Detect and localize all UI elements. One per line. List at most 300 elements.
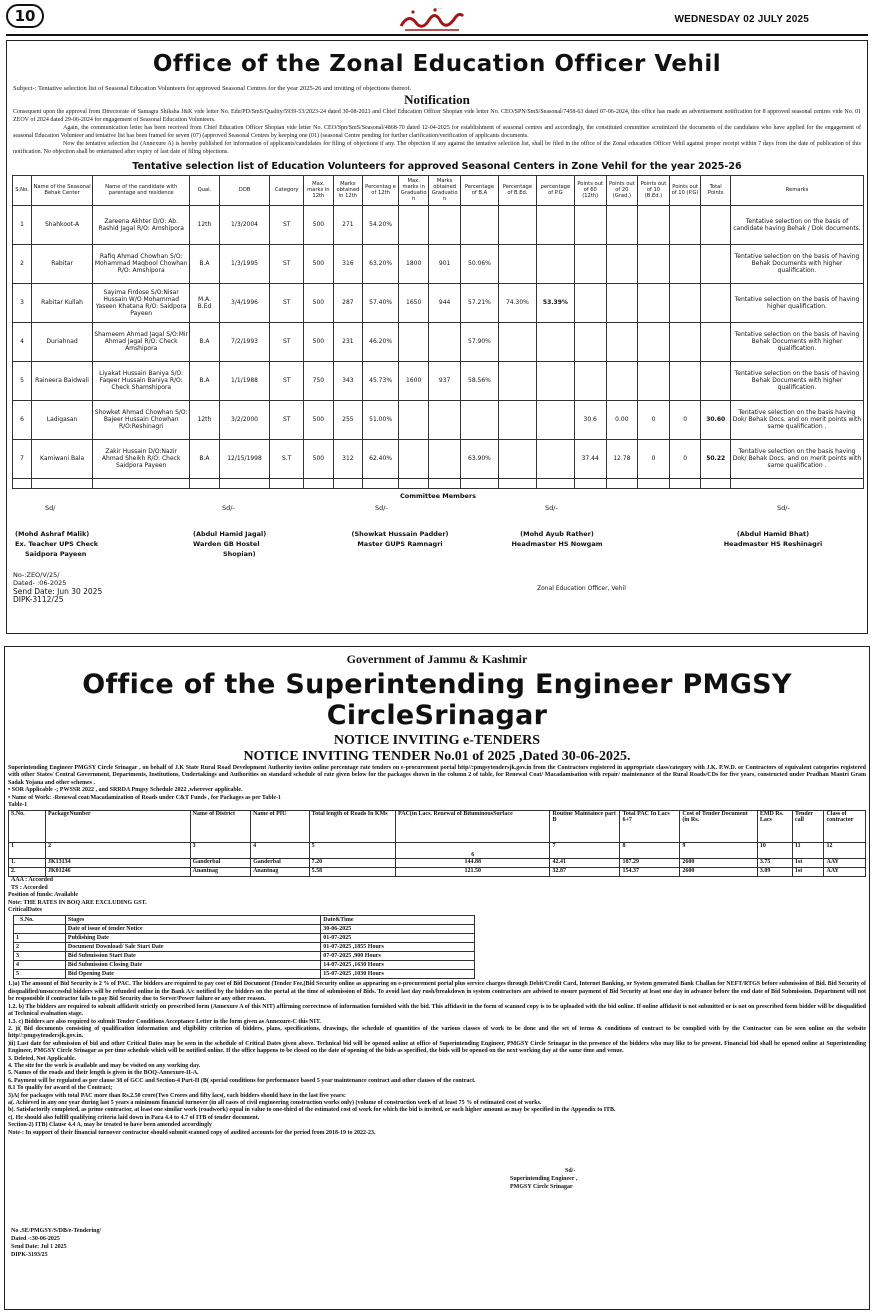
signature-sd: Sd/- (545, 503, 558, 512)
dipk-number: DIPK-3193/25 (11, 1252, 48, 1258)
table-cell: 500 (304, 244, 334, 283)
table-cell (399, 400, 429, 439)
table-cell (536, 478, 574, 488)
table-cell: 32.87 (550, 868, 620, 877)
table-cell: 231 (333, 322, 363, 361)
table-cell: B.A (190, 361, 220, 400)
table-cell (333, 478, 363, 488)
table-cell (638, 283, 670, 322)
remarks-cell: Tentative selection on the basis having Dok/ Behak Docs. and on merit points with same qualification . (730, 439, 863, 478)
table-cell (498, 322, 536, 361)
member-post: Headmaster HS Reshinagri (723, 539, 823, 548)
clause-item: 5. Names of the roads and their length is given in the BOQ-Annexure-II-A. (8, 1070, 199, 1077)
send-date: Send Date: Jun 30 2025 (13, 586, 103, 596)
remarks-cell: Tentative selection on the basis of having Behak Documents with higher qualification. (730, 244, 863, 283)
clause-item: 8.1 To qualify for award of the Contract; (8, 1085, 113, 1092)
table-cell: 6 (13, 400, 32, 439)
table-cell: 42.41 (550, 859, 620, 868)
table-cell: 57.21% (460, 283, 498, 322)
pmgsy-tender-notice (4, 646, 870, 1310)
column-header: Category (270, 175, 304, 205)
table-cell: 01-07-2025 ,1855 Hours (321, 943, 475, 952)
table-cell (574, 322, 606, 361)
member-post: Warden GB Hostel (193, 539, 260, 548)
column-header: EMD Rs. Lacs (757, 811, 792, 843)
signature-sd: Sd/- (565, 1168, 576, 1174)
member-name: (Abdul Hamid Bhat) (736, 529, 810, 538)
table-row (13, 244, 864, 283)
column-header: Tender call (792, 811, 824, 843)
table-cell: 1. (9, 859, 46, 868)
signatory-title: Superintending Engineer , (510, 1176, 578, 1182)
table-cell: 1st (792, 859, 824, 868)
table-cell: 343 (333, 361, 363, 400)
table-cell (638, 478, 670, 488)
table-cell: 63.20% (363, 244, 399, 283)
table-cell: 3.75 (757, 859, 792, 868)
table-cell: 3/4/1996 (219, 283, 270, 322)
bullet-item: • Name of Work: -Renewal coat/Macadamization of Roads under C&T Funds , for Packages as per Table-1 (8, 794, 282, 801)
table-cell: 12th (190, 400, 220, 439)
table-cell (498, 205, 536, 244)
reference-block (13, 571, 102, 605)
table-cell: 7.20 (309, 859, 395, 868)
column-header: Max. marks in Graduatio n (399, 175, 429, 205)
column-header: Points out of 60 (12th) (574, 175, 606, 205)
table-cell: 51.00% (363, 400, 399, 439)
table-cell (574, 283, 606, 322)
candidate-cell: Liyakat Hussain Baniya S/O: Faqeer Hussain Baniya R/O: Check Shamshipora (93, 361, 190, 400)
table-cell (701, 478, 731, 488)
table-cell: B.A (190, 322, 220, 361)
table-cell: Bid Submission Closing Date (65, 961, 320, 970)
aaa-status: AAA : Accorded (11, 877, 53, 884)
table-cell: 46.20% (363, 322, 399, 361)
table-cell: Document Download/ Sale Start Date (65, 943, 320, 952)
committee-member (15, 529, 98, 559)
table-row (13, 205, 864, 244)
table-cell (638, 361, 670, 400)
column-header: S.No. (9, 811, 46, 843)
table-cell: 500 (304, 205, 334, 244)
candidate-cell: Sayima Firdose S/O:Nisar Hussain W/O Mohammad Yaseen Khatana R/O: Saidpora Payeen (93, 283, 190, 322)
column-number: 8 (620, 843, 680, 859)
table-cell: 1/1/1988 (219, 361, 270, 400)
column-header: Percentage of B.A (460, 175, 498, 205)
committee-block (7, 489, 867, 609)
table-cell: AAY (824, 868, 866, 877)
table-cell: Anantnag (190, 868, 250, 877)
table-cell (574, 244, 606, 283)
table-cell: Anantnag (251, 868, 310, 877)
column-header: Stages (65, 916, 320, 925)
table-row (14, 934, 475, 943)
table-cell: 12th (190, 205, 220, 244)
table-cell (536, 205, 574, 244)
table-row-empty (13, 478, 864, 488)
member-post: Ex. Teacher UPS Check (15, 539, 99, 548)
column-number: 3 (190, 843, 250, 859)
table-row (14, 952, 475, 961)
packages-table-body (9, 859, 866, 877)
table-cell: 901 (429, 244, 461, 283)
committee-member (501, 529, 613, 549)
table-row (14, 970, 475, 979)
table-header-row (14, 916, 475, 925)
table-cell: Shahkoot-A (31, 205, 92, 244)
table-cell: 1 (14, 934, 66, 943)
table-cell: ST (270, 283, 304, 322)
column-header: Points out of 10 (P.G) (669, 175, 701, 205)
table-row (13, 322, 864, 361)
table-cell (304, 478, 334, 488)
clause-item: 3. Deleted, Not Applicable. (8, 1055, 76, 1062)
table-cell: M.A. B.Ed (190, 283, 220, 322)
table-cell: 187.29 (620, 859, 680, 868)
table-cell: S.T (270, 439, 304, 478)
table-cell (669, 361, 701, 400)
candidate-cell: Zareena Akhter D/O: Ab. Rashid Jagal R/O: Amshipora (93, 205, 190, 244)
table-cell (498, 478, 536, 488)
table-cell (669, 283, 701, 322)
table-cell: ST (270, 361, 304, 400)
table-row (13, 283, 864, 322)
table-cell: 1 (13, 205, 32, 244)
table-cell: 255 (333, 400, 363, 439)
table-cell: 50.22 (701, 439, 731, 478)
clause-item: 1.)a) The amount of Bid Security is 2 % of PAC. The bidders are required to pay cost of Bid Document (Tender Fee,(Bid Security online as appearing on e-procurement portal plus service charges through Debit/Credit Card, Internet Banking, or System generated Bank Challan for NEFT/RTGS before submission of Bid. Bid Security of disqualified/unsuccessful bidders will be refunded online in the Bank A/c notified by the bidders on the portal at the time of submission of Bids. To avoid last day rush/breakdown in system contractors are advised to ensure payment of Bid Security at least one day in advance before the end date of Bid Submission. Department will not be responsible if contractor fails to pay Bid Security due to Server/Power failure or any other reason. (8, 981, 866, 1003)
table-cell (93, 478, 190, 488)
table-number-row (9, 843, 866, 859)
table-cell: 0 (638, 439, 670, 478)
table-cell (536, 322, 574, 361)
table-cell (606, 361, 638, 400)
nit-heading: NOTICE INVITING e-TENDERS (333, 733, 541, 748)
clause-item: b(. Satisfactorily completed, as prime contractor, at least one similar work (roadwork) equal in value to one-third of the estimated cost of work for which the bid is invited, or such higher amount as may be specified in the Appendix to ITB. (8, 1107, 616, 1114)
table-cell: Bid Opening Date (65, 970, 320, 979)
table-cell: JK13134 (45, 859, 190, 868)
column-number: 7 (550, 843, 620, 859)
signature-sd: Sd/- (777, 503, 790, 512)
table-cell: Rabitar (31, 244, 92, 283)
table-cell: Duriahnad (31, 322, 92, 361)
table-cell: 500 (304, 322, 334, 361)
table-cell (574, 361, 606, 400)
table-cell: 316 (333, 244, 363, 283)
table-cell: 937 (429, 361, 461, 400)
selection-table-body (13, 205, 864, 488)
table-cell: 4 (13, 322, 32, 361)
table-cell: 944 (429, 283, 461, 322)
table-cell: 3 (14, 952, 66, 961)
table-cell: 154.37 (620, 868, 680, 877)
table-title: Tentative selection list of Education Volunteers for approved Seasonal Centers in Zone Vehil for the year 2025-26 (132, 160, 742, 172)
table-cell: 5 (14, 970, 66, 979)
table-cell: 1800 (399, 244, 429, 283)
table-cell (701, 205, 731, 244)
notice-paragraph: Again, the communication letter has been received from Chief Education Officer Shopian vide letter No. CEO/Spn/SmS/Seasonal/4868-70 dated 12-04-2025 for establishment of seasonal centres and accordingly, the constituted committee scrutinized the documents of the candidates who have applied for the engagement of seasonal Education Volunteer and tentative list has been framed for seven (07) (approved Seasonal Centres by keeping one (01) (seasonal Centre pending for further clarification/verification of applicants documents. (13, 125, 861, 139)
signature-sd: Sd/ (45, 503, 56, 512)
table-row (14, 943, 475, 952)
masthead-rule (6, 34, 868, 36)
column-header: Marks obtained in 12th (333, 175, 363, 205)
table-cell: Ganderbal (251, 859, 310, 868)
clause-item: c(. He should also fulfill qualifying criteria laid down in Para 4.4 to 4.7 of ITB of tender document. (8, 1114, 260, 1121)
table-cell: 1st (792, 868, 824, 877)
table-cell (701, 361, 731, 400)
column-header: Percentag e of 12th (363, 175, 399, 205)
notice-title: Office of the Zonal Education Officer Vehil (152, 51, 722, 77)
issue-date: WEDNESDAY 02 JULY 2025 (674, 14, 809, 25)
table-header-row (13, 175, 864, 205)
table-cell: 53.39% (536, 283, 574, 322)
table-cell: ST (270, 244, 304, 283)
committee-member (193, 529, 266, 559)
candidate-cell: Zakir Hussain D/O:Nazir Ahmad Sheikh R/O: Check Saidpora Payeen (93, 439, 190, 478)
table-cell: 2 (13, 244, 32, 283)
clause-item: 3)A( for packages with total PAC more than Rs.2.50 crore(Two Crores and fifty lacs(, each bidders should have in the last five years: (8, 1092, 346, 1099)
table-cell: 58.56% (460, 361, 498, 400)
column-header: Percentage of B.Ed. (498, 175, 536, 205)
member-name: (Showkat Hussain Padder) (351, 529, 449, 538)
packages-table (8, 810, 866, 877)
table-cell: 5.58 (309, 868, 395, 877)
remarks-cell: Tentative selection on the basis having Dok/ Behak Docs. and on merit points with same qualification . (730, 400, 863, 439)
table-cell (14, 925, 66, 934)
table-cell (701, 283, 731, 322)
column-header: Total PAC In Lacs 6+7 (620, 811, 680, 843)
table-cell (219, 478, 270, 488)
remarks-cell: Tentative selection on the basis of having Behak Documents with higher qualification. (730, 361, 863, 400)
notice-paragraph: Now the tentative selection list (Annexure A) is hereby published for information of applicants/candidates for filing of objections if any. The objection if any against the tentative selection list, shall be filed in the office of the Zonal education Officer Vehil against proper receipt within 7 days from the date of publication of this notification. No objection shall be entertained after expiry of last date of filing objections. (13, 141, 861, 155)
table-cell: 54.20% (363, 205, 399, 244)
clause-item: Section-2) ITB) Clause 4.4 A, may be treated to have been amended accordingly (8, 1122, 212, 1129)
table-cell: 121.50 (396, 868, 550, 877)
table-cell (399, 322, 429, 361)
table-cell: 07-07-2025 ,900 Hours (321, 952, 475, 961)
table-cell (399, 205, 429, 244)
member-post: Headmaster HS Nowgam (511, 539, 603, 548)
reference-date: Dated- :06-2025 (13, 579, 67, 588)
table-cell: 57.40% (363, 283, 399, 322)
table-cell (399, 439, 429, 478)
table-cell: 0 (638, 400, 670, 439)
table-row (13, 361, 864, 400)
column-header: PackageNumber (45, 811, 190, 843)
clauses-block (5, 981, 869, 1137)
notice-subject: Subject-: Tentative selection list of Seasonal Education Volunteers for approved Seasonal Centres for the year 2025-26 and inviting of objections thereof. (13, 85, 412, 92)
table-cell: 1650 (399, 283, 429, 322)
column-header: Max. marks in 12th (304, 175, 334, 205)
table-cell (429, 322, 461, 361)
svg-text:~~~: ~~~ (435, 6, 443, 10)
column-header: PAC(in Lacs. Renewal of BituminousSurface (396, 811, 550, 843)
reference-date: Dated -:30-06-2025 (11, 1236, 60, 1242)
table-cell (669, 244, 701, 283)
table-cell: 271 (333, 205, 363, 244)
gst-note: Note: THE RATES IN BOQ ARE EXCLUDING GST. (8, 899, 147, 906)
table-cell: 12/15/1998 (219, 439, 270, 478)
table-cell: 63.90% (460, 439, 498, 478)
table-cell: Publishing Date (65, 934, 320, 943)
table-cell: 500 (304, 283, 334, 322)
reference-number: No-:ZEO/V/25/ (13, 570, 60, 579)
column-number: 9 (680, 843, 757, 859)
table-cell: JK01246 (45, 868, 190, 877)
selection-table (12, 175, 864, 489)
remarks-cell: Tentative selection on the basis of having higher qualification. (730, 283, 863, 322)
column-header: Class of contractor (824, 811, 866, 843)
table-cell: 2 (14, 943, 66, 952)
masthead (0, 0, 875, 40)
table-cell (13, 478, 32, 488)
table-cell: 37.44 (574, 439, 606, 478)
table-cell: 4 (14, 961, 66, 970)
table-cell: 312 (333, 439, 363, 478)
dipk-number: DIPK-3112/25 (13, 595, 64, 605)
table-cell (460, 400, 498, 439)
column-header: Points out of 10 (B.Ed.) (638, 175, 670, 205)
column-header: Cost of Tender Document (in Rs. (680, 811, 757, 843)
column-number: 2 (45, 843, 190, 859)
table-cell (536, 439, 574, 478)
table-cell (536, 400, 574, 439)
table-cell: 30.60 (701, 400, 731, 439)
table-cell (498, 244, 536, 283)
column-header: Remarks (730, 175, 863, 205)
member-name: (Mohd Ayub Rather) (520, 529, 594, 538)
table-cell (606, 205, 638, 244)
signatory: Zonal Education Officer, Vehil (537, 584, 626, 592)
table-cell: 0 (669, 439, 701, 478)
table-cell: 1600 (399, 361, 429, 400)
table-cell: 30-06-2025 (321, 925, 475, 934)
page-number: 10 (6, 4, 44, 28)
ts-status: TS : Accorded (11, 884, 48, 891)
table-cell: 50.06% (460, 244, 498, 283)
member-post: Master GUPS Ramnagri (357, 539, 443, 548)
table-cell: 7/2/1993 (219, 322, 270, 361)
send-date: Send Date: Jul 1 2025 (11, 1244, 67, 1250)
table-cell: 500 (304, 439, 334, 478)
table-cell: 45.73% (363, 361, 399, 400)
table-cell: 74.30% (498, 283, 536, 322)
reference-number: No .SE/PMGSY/S/DB/e-Tendering/ (11, 1228, 102, 1234)
clause-item: 6. Payment will be regulated as per clause 38 of GCC and Section-4 Part-II (B( special conditions for performance based 5 year maintenance contract and other clauses of the contract. (8, 1077, 476, 1084)
table-cell (536, 361, 574, 400)
table-cell (701, 244, 731, 283)
table-cell: 57.90% (460, 322, 498, 361)
table-cell: AAY (824, 859, 866, 868)
column-header: Points out of 20 (Grad.) (606, 175, 638, 205)
column-header: S.No. (13, 175, 32, 205)
column-number: 12 (824, 843, 866, 859)
committee-member (335, 529, 465, 549)
signature-block (510, 1167, 577, 1191)
table-cell: 1/3/1995 (219, 244, 270, 283)
column-number: 10 (757, 843, 792, 859)
table-cell (606, 283, 638, 322)
table-cell (669, 205, 701, 244)
column-number: 5 (309, 843, 395, 859)
clause-item: 1.3. c) Bidders are also required to submit Tender Conditions Acceptance Letter in the form given as Annexure-C this NIT. (8, 1018, 321, 1025)
column-header: Total Points (701, 175, 731, 205)
candidate-cell: Rafiq Ahmad Chowhan S/O: Mohammad Maqbool Chowhan R/O: Amshipora (93, 244, 190, 283)
table-cell (701, 322, 731, 361)
table-row (9, 868, 866, 877)
table-cell: 0 (669, 400, 701, 439)
member-name: (Abdul Hamid Jagal) (193, 529, 267, 538)
table-cell (460, 205, 498, 244)
signature-sd: Sd/- (375, 503, 388, 512)
column-header: Name of the Seasonal Behak Center (31, 175, 92, 205)
table-cell (536, 244, 574, 283)
member-name: (Mohd Ashraf Malik) (15, 529, 90, 538)
table-cell (399, 478, 429, 488)
column-header: DOB (219, 175, 270, 205)
column-header: Date&Time (321, 916, 475, 925)
table-row (14, 961, 475, 970)
committee-heading: Committee Members (399, 491, 477, 500)
column-number: 1 (9, 843, 46, 859)
table-header-row (9, 811, 866, 843)
signatory-office: PMGSY Circle Srinagar (510, 1184, 573, 1190)
zonal-education-notice (6, 40, 868, 634)
funds-status: Position of funds: Available (8, 892, 79, 899)
clause-item: 1.2. b) The bidders are required to submit affidavit strictly on prescribed form (Annexure A of this NIT) affirming correctness of information furnished with the bid. This affidavit in the form of scanned copy is to be uploaded with the bid online. If online affidavit is not submitted or is not on prescribed form bidder will be disqualified at Technical evaluation stage. (8, 1003, 866, 1018)
clause-item: 2. )i( Bid documents consisting of qualification information and eligibility criterion of bidders, plans, specifications, drawings, the schedule of quantities of the various classes of work to be done and the set of terms & conditions of contract to be complied with by the Contractor can be seen online on the website http//:pmgsytendersjk.gov.in. (8, 1025, 866, 1040)
table-cell (190, 478, 220, 488)
committee-member (713, 529, 833, 549)
table-cell (638, 244, 670, 283)
clause-item: 4. The site for the work is available and may be visited on any working day. (8, 1062, 201, 1069)
table-cell (730, 478, 863, 488)
table-cell (606, 322, 638, 361)
table-cell (429, 400, 461, 439)
table-label: Table-1 (8, 802, 28, 809)
notice-title: Office of the Superintending Engineer PMGSY CircleSrinagar (82, 669, 792, 731)
table-cell: B.A (190, 439, 220, 478)
remarks-cell: Tentative selection on the basis of candidate having Behak / Dok documents. (730, 205, 863, 244)
government-heading: Government of Jammu & Kashmir (346, 652, 528, 666)
critical-dates-label: CriticalDates (8, 907, 42, 914)
table-row (13, 439, 864, 478)
table-cell: 62.40% (363, 439, 399, 478)
clause-item: )ii) Last date for submission of bid and other Critical Dates may be seen in the schedule of Critical Dates given above. Technical bid will be opened online at office of Superintending Engineer, PMGSY Circle Srinagar in the presence of the bidders who may like to be present. Financial bid shall be opened online at Superintending Engineer, PMGSY Circle Srinagar as per time schedule which will be notified online. If the office happens to be closed on the date of opening of the bids as specified, the bids will be opened on the next working day at the same time and venue. (8, 1040, 866, 1055)
table-cell (638, 322, 670, 361)
notification-heading: Notification (404, 92, 470, 107)
signature-sd: Sd/- (222, 503, 235, 512)
table-cell (574, 205, 606, 244)
table-cell: 144.88 (396, 859, 550, 868)
table-cell (498, 439, 536, 478)
critical-dates-body (14, 916, 475, 979)
table-cell: 3.09 (757, 868, 792, 877)
column-header: Marks obtained Graduatio n (429, 175, 461, 205)
table-cell (270, 478, 304, 488)
table-cell (498, 361, 536, 400)
table-cell: ST (270, 322, 304, 361)
table-cell: 2. (9, 868, 46, 877)
bullet-item: • SOR Applicable -; PWSSR 2022 , and SRRDA Pmgsy Schedule 2022 ,wherever applicable. (8, 787, 243, 794)
column-header: Name of PIU (251, 811, 310, 843)
table-cell: Rabitar Kullah (31, 283, 92, 322)
table-cell: 7 (13, 439, 32, 478)
table-cell: 500 (304, 400, 334, 439)
table-cell (31, 478, 92, 488)
column-header: S.No. (14, 916, 66, 925)
table-cell: 1/3/2004 (219, 205, 270, 244)
